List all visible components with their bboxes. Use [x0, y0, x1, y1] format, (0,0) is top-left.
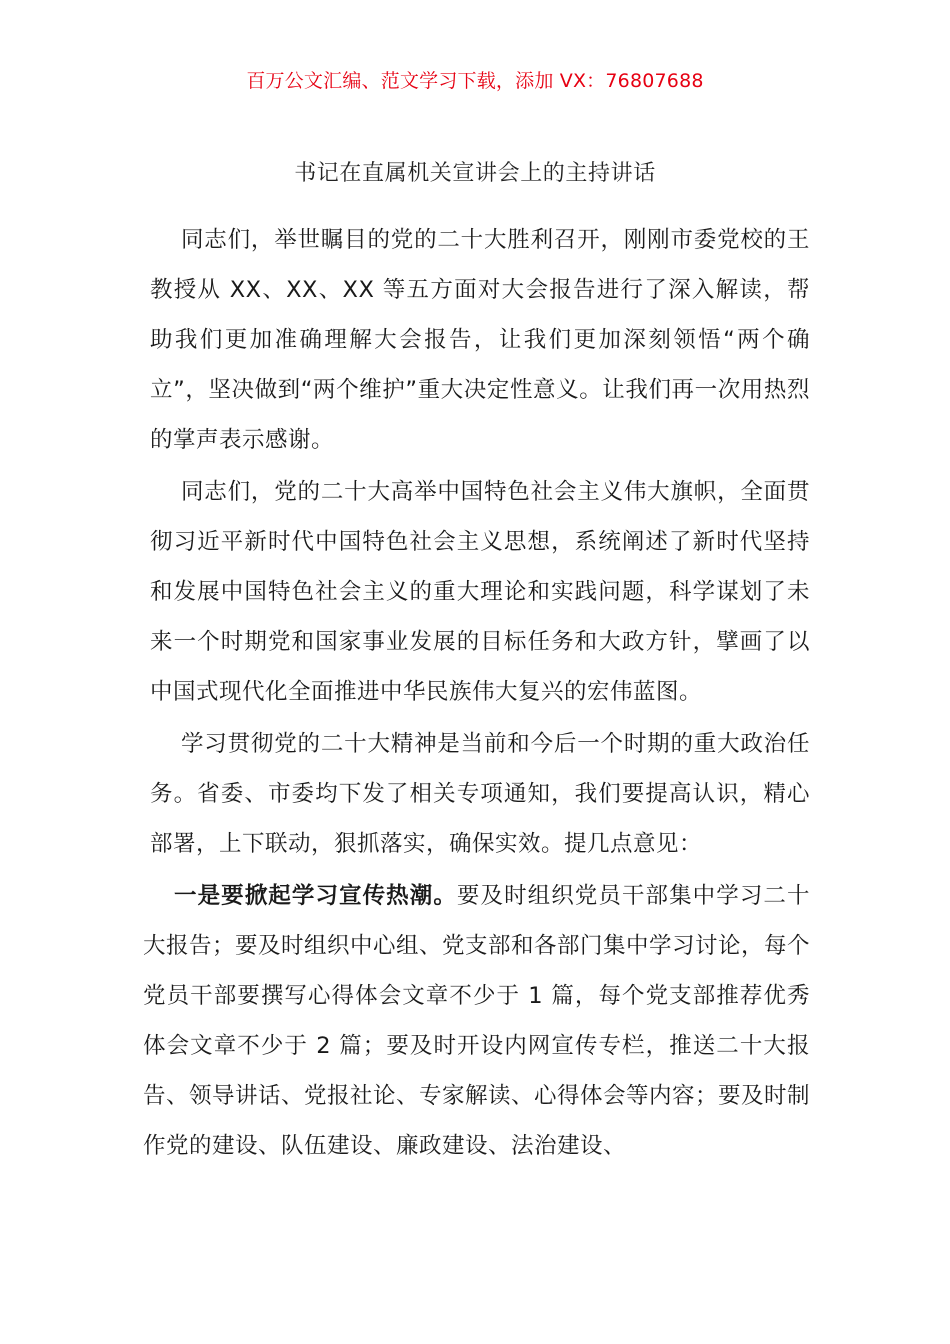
- point-one-heading: 一是要掀起学习宣传热潮。: [174, 883, 457, 909]
- paragraph-2: 同志们，党的二十大高举中国特色社会主义伟大旗帜，全面贯彻习近平新时代中国特色社会主义思想，系统阐述了新时代坚持和发展中国特色社会主义的重大理论和实践问题，科学谋划了未来一个时期党和国家事业发展的目标任务和大政方针，擘画了以中国式现代化全面推进中华民族伟大复兴的宏伟蓝图。: [150, 479, 810, 705]
- header-download-note: 百万公文汇编、范文学习下载，添加 VX：76807688: [246, 70, 704, 92]
- document-title: 书记在直属机关宣讲会上的主持讲话: [294, 161, 656, 186]
- paragraph-1: 同志们，举世瞩目的党的二十大胜利召开，刚刚市委党校的王教授从 XX、XX、XX 等五方面对大会报告进行了深入解读，帮助我们更加准确理解大会报告，让我们更加深刻领悟“两个确立”，坚决做到“两个维护”重大决定性意义。让我们再一次用热烈的掌声表示感谢。: [150, 227, 810, 453]
- point-one-text: 要及时组织党员干部集中学习二十大报告；要及时组织中心组、党支部和各部门集中学习讨论，每个党员干部要撰写心得体会文章不少于 1 篇，每个党支部推荐优秀体会文章不少于 2 篇；要及时开设内网宣传专栏，推送二十大报告、领导讲话、党报社论、专家解读、心得体会等内容；要及时制作党的建设、队伍建设、廉政建设、法治建设、: [143, 883, 811, 1159]
- document-body: [143, 215, 811, 1173]
- paragraph-point-one: [143, 871, 810, 1171]
- paragraph-3: 学习贯彻党的二十大精神是当前和今后一个时期的重大政治任务。省委、市委均下发了相关专项通知，我们要提高认识，精心部署，上下联动，狠抓落实，确保实效。提几点意见：: [150, 731, 810, 857]
